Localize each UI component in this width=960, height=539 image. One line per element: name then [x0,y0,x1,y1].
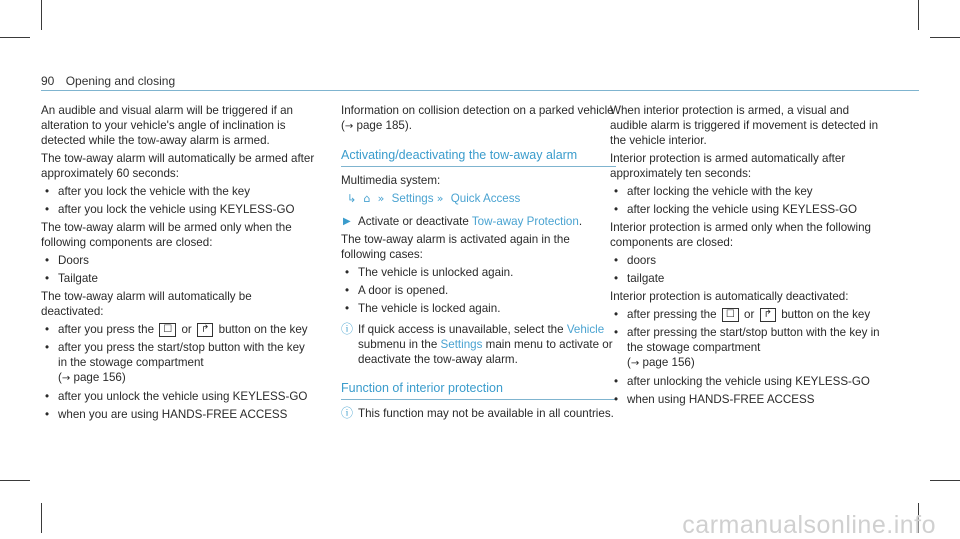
trunk-key-icon: ↱ [760,308,776,322]
paragraph-text: Information on collision detection on a parked vehicle [341,104,614,117]
crop-mark [0,37,30,38]
paragraph: Interior protection is automatically deactivated: [610,290,849,303]
page-reference[interactable]: (→ page 156) [627,356,695,369]
note-text: This function may not be available in all countries. [358,407,614,420]
crop-mark [930,480,960,481]
paragraph: The tow-away alarm will automatically be armed after approximately 60 seconds: [41,152,315,180]
crop-mark [930,37,960,38]
menu-settings[interactable]: Settings [391,192,434,205]
list-item: • after locking the vehicle using KEYLESS-GO [610,202,885,217]
chevron-right-icon: » [436,192,444,205]
page-number: 90 [41,74,55,88]
list-item: • tailgate [610,271,885,286]
section-title: Activating/deactivating the tow-away alarm [341,148,616,167]
list-item-text: or [181,323,192,336]
arrow-right-icon: → [61,373,71,384]
paragraph: The tow-away alarm is activated again in the following cases: [341,233,570,261]
header-rule [41,90,919,91]
list-item [610,325,885,371]
paragraph: Interior protection is armed only when the following components are closed: [610,221,871,249]
note-text: submenu in the [358,338,438,351]
unlock-key-icon: ☐ [159,323,176,337]
list-item [41,340,316,386]
page-reference[interactable]: (→ page 156) [58,371,126,384]
section-name: Opening and closing [65,74,176,88]
arrow-right-icon: → [630,358,640,369]
bullet-list [610,307,885,407]
note-text: If quick access is unavailable, select the [358,323,564,336]
action-triangle-icon: ▶ [343,216,351,227]
paragraph: The tow-away alarm will automatically be deactivated: [41,290,252,318]
page-reference-text: page 156 [73,371,122,384]
submenu-arrow-icon: ↳ [347,192,357,205]
paragraph: Interior protection is armed automatically after approximately ten seconds: [610,152,846,180]
list-item-text: after you press the start/stop button with the key in the stowage compartment [58,341,305,369]
list-item: • doors [610,253,885,268]
bullet-list [41,253,316,286]
list-item: • after unlocking the vehicle using KEYLESS-GO [610,374,885,389]
info-icon: ⓘ [341,406,354,420]
bullet-list [610,253,885,286]
vehicle-link[interactable]: Vehicle [566,323,605,336]
action-step: ▶ Activate or deactivate Tow-away Protection. [343,215,583,228]
paragraph [341,103,616,134]
list-item: • when using HANDS-FREE ACCESS [610,392,885,407]
bullet-list [341,265,616,316]
section-title: Function of interior protection [341,381,616,400]
list-item: • when you are using HANDS-FREE ACCESS [41,407,316,422]
page-header [41,74,175,89]
column-left [41,103,316,425]
crop-mark [41,503,42,533]
arrow-right-icon: → [344,121,354,132]
home-icon[interactable]: ⌂ [363,192,371,205]
chevron-right-icon: » [377,192,385,205]
crop-mark [0,480,30,481]
menu-quick-access[interactable]: Quick Access [450,192,521,205]
trunk-key-icon: ↱ [197,323,213,337]
info-icon: ⓘ [341,322,354,336]
crop-mark [41,0,42,30]
column-middle [341,103,616,424]
crop-mark [918,0,919,30]
paragraph: An audible and visual alarm will be triggered if an alteration to your vehicle's angle of inclination is detected while the tow-away alarm is armed. [41,104,293,147]
paragraph: When interior protection is armed, a visual and audible alarm is triggered if movement is detected in the vehicle interior. [610,104,879,147]
settings-link[interactable]: Settings [440,338,483,351]
list-item: • The vehicle is locked again. [341,301,616,316]
list-item: • A door is opened. [341,283,616,298]
bullet-list [41,184,316,217]
note-text: main menu to activate or deactivate the tow-away alarm. [358,338,613,366]
page-reference-text: page 156 [642,356,691,369]
watermark: carmanualsonline.info [682,511,936,539]
tow-away-protection-link[interactable]: Tow-away Protection [471,215,579,228]
list-item [610,307,885,322]
list-item-text: after pressing the [627,308,717,321]
list-item-text: button on the key [218,323,308,336]
list-item: • The vehicle is unlocked again. [341,265,616,280]
menu-path [341,191,616,206]
multimedia-label: Multimedia system: [341,174,441,187]
action-text: Activate or deactivate [358,215,469,228]
list-item: • after you unlock the vehicle using KEYLESS-GO [41,389,316,404]
list-item-text: button on the key [781,308,871,321]
list-item-text: after you press the [58,323,155,336]
bullet-list [610,184,885,217]
list-item: • Doors [41,253,316,268]
info-note [341,322,616,367]
page-reference-text: page 185 [356,119,405,132]
page-reference[interactable]: (→ page 185). [341,119,412,132]
list-item [41,322,316,337]
list-item: • after you lock the vehicle with the key [41,184,316,199]
list-item: • Tailgate [41,271,316,286]
list-item-text: after pressing the start/stop button with the key in the stowage compartment [627,326,880,354]
column-right [610,103,885,410]
list-item: • after you lock the vehicle using KEYLESS-GO [41,202,316,217]
paragraph: The tow-away alarm will be armed only when the following components are closed: [41,221,292,249]
unlock-key-icon: ☐ [722,308,739,322]
list-item: • after locking the vehicle with the key [610,184,885,199]
bullet-list [41,322,316,422]
list-item-text: or [744,308,755,321]
info-note [341,406,616,421]
